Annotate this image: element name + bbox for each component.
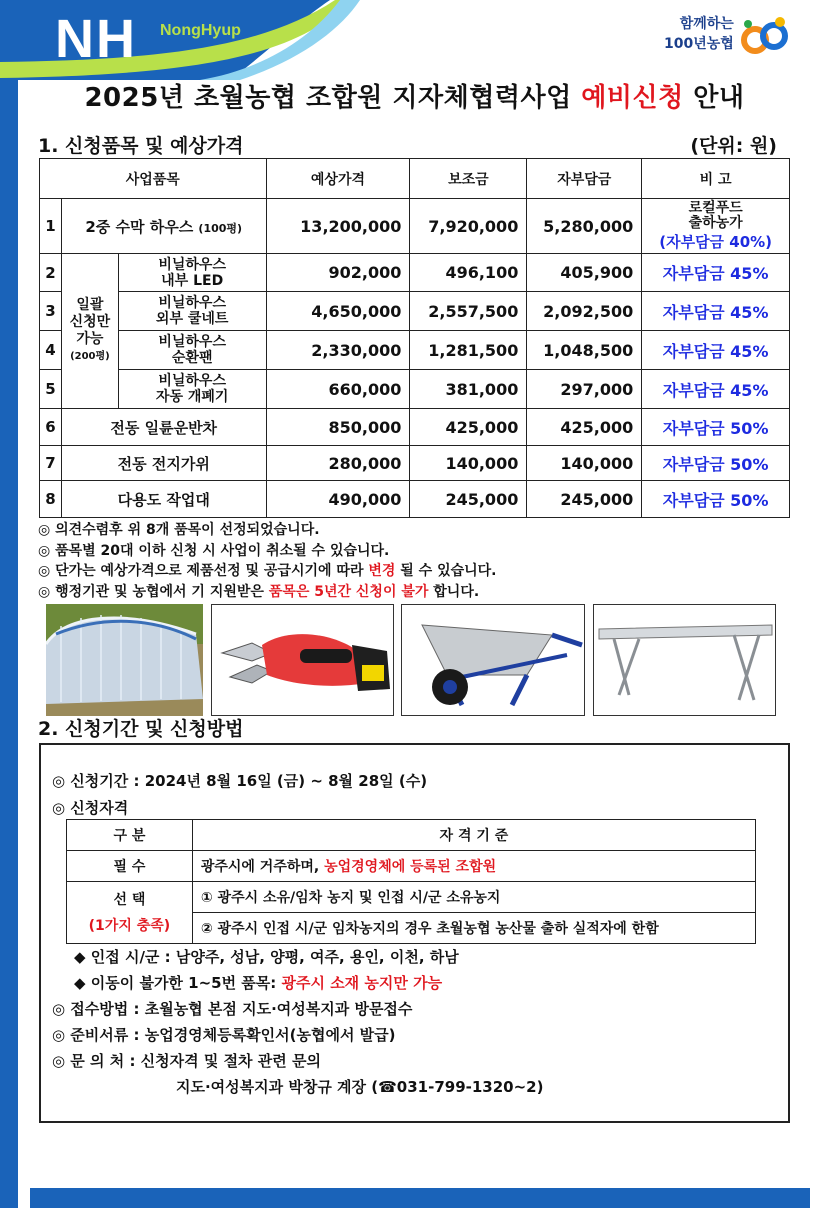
note-2: ◎ 품목별 20대 이하 신청 시 사업이 취소될 수 있습니다. [38,542,390,559]
note-3-red: 변경 [368,563,396,579]
immovable-text: ◆ 이동이 불가한 1~5번 품목: [74,974,282,992]
items-table [39,158,790,518]
immovable-red: 광주시 소재 농지만 가능 [281,974,443,992]
row-self: 245,000 [527,481,642,518]
row-price: 850,000 [266,409,410,446]
item-line2: 내부 LED [161,272,224,289]
anniversary-logo-icon [740,14,790,58]
row-subsidy: 245,000 [410,481,527,518]
col-item: 사업품목 [40,159,267,199]
bottom-strip [30,1188,810,1208]
note-line1: 로컬푸드 [688,199,743,216]
table-row [40,331,790,370]
col-price: 예상가격 [266,159,410,199]
row-self: 2,092,500 [527,292,642,331]
row-subsidy: 140,000 [410,446,527,481]
row-self: 5,280,000 [527,199,642,254]
row-item [61,199,266,254]
note-4-red: 품목은 5년간 신청이 불가 [268,583,429,600]
row-item: 다용도 작업대 [61,481,266,518]
nh-logo: NH [55,9,137,69]
row-price: 902,000 [266,254,410,292]
col-subsidy: 보조금 [410,159,527,199]
row-item: 전동 일륜운반차 [61,409,266,446]
row-price: 660,000 [266,370,410,409]
required-criteria [192,851,755,882]
row-item [118,292,266,331]
row-self: 1,048,500 [527,331,642,370]
pruning-shears-image [212,605,394,716]
row-price: 490,000 [266,481,410,518]
item-line1: 비닐하우스 [158,256,226,273]
row-subsidy: 425,000 [410,409,527,446]
row-price: 280,000 [266,446,410,481]
row-price: 2,330,000 [266,331,410,370]
row-self: 140,000 [527,446,642,481]
wheelbarrow-photo [401,604,585,716]
row-item-sub: (100평) [198,221,243,235]
note-line2: 출하농가 [688,214,743,231]
row-note [642,199,790,254]
choice-2: ② 광주시 인접 시/군 임차농지의 경우 초월농협 농산물 출하 실적자에 한함 [192,913,755,944]
row-no: 7 [40,446,62,481]
left-side-strip [0,80,18,1208]
required-text: 광주시에 거주하며, [200,859,325,875]
item-line2: 순환팬 [171,350,213,366]
group-line2: 신청만 [69,314,111,330]
group-line3: 가능 [76,331,104,347]
qual-header-row [67,820,756,851]
section1-heading: 1. 신청품목 및 예상가격 [38,135,244,157]
item-line1: 비닐하우스 [158,334,226,350]
greenhouse-photo [46,604,203,716]
row-item [118,370,266,409]
row-no: 2 [40,254,62,292]
contact-line1: ◎ 문 의 처 : 신청자격 및 절차 관련 문의 [52,1052,321,1070]
row-no: 8 [40,481,62,518]
row-item [118,331,266,370]
col-self: 자부담금 [527,159,642,199]
title-highlight: 예비신청 [581,83,684,113]
qual-col-criteria: 자 격 기 준 [192,820,755,851]
required-label: 필 수 [67,851,193,882]
row-subsidy: 1,281,500 [410,331,527,370]
row-price: 4,650,000 [266,292,410,331]
row-note: 자부담금 50% [642,481,790,518]
work-table-photo [593,604,776,716]
adjacent-cities: ◆ 인접 시/군 : 남양주, 성남, 양평, 여주, 용인, 이천, 하남 [74,948,459,966]
row-note: 자부담금 45% [642,331,790,370]
nonghyup-wordmark: NongHyup [160,22,241,39]
item-line1: 비닐하우스 [158,373,226,389]
item-line2: 외부 쿨네트 [155,311,229,327]
notes-list [38,520,497,602]
qual-required-row [67,851,756,882]
table-row [40,481,790,518]
required-red: 농업경영체에 등록된 조합원 [324,859,497,875]
row-self: 405,900 [527,254,642,292]
row-subsidy: 381,000 [410,370,527,409]
item-line1: 비닐하우스 [158,295,226,311]
note-4-text: ◎ 행정기관 및 농협에서 기 지원받은 [38,583,269,600]
table-row [40,292,790,331]
title-suffix: 안내 [683,83,745,113]
anniversary-line1: 함께하는 [679,16,734,32]
row-no: 4 [40,331,62,370]
group-line1: 일괄 [76,297,104,313]
row-item: 전동 전지가위 [61,446,266,481]
table-row [40,199,790,254]
choice-label-cell [67,882,193,944]
table-row [40,370,790,409]
row-price: 13,200,000 [266,199,410,254]
unit-label: (단위: 원) [690,135,777,157]
row-no: 5 [40,370,62,409]
row-self: 297,000 [527,370,642,409]
anniversary-line2: 100년농협 [664,36,734,52]
anniversary-text [664,14,734,54]
header-banner [0,0,829,80]
row-note: 자부담금 50% [642,409,790,446]
choice-sub: (1가지 충족) [88,917,171,934]
section2-heading: 2. 신청기간 및 신청방법 [38,718,244,740]
pruning-shears-photo [211,604,394,716]
title-prefix: 2025년 초월농협 조합원 지자체협력사업 [84,83,582,113]
choice-1: ① 광주시 소유/임차 농지 및 인접 시/군 소유농지 [192,882,755,913]
row-note: 자부담금 50% [642,446,790,481]
row-no: 1 [40,199,62,254]
group-cell [61,254,118,409]
note-4 [38,582,497,603]
choice-label: 선 택 [113,891,146,908]
row-note: 자부담금 45% [642,292,790,331]
group-line4: (200평) [70,351,110,362]
greenhouse-image [46,604,203,716]
required-documents: ◎ 준비서류 : 농업경영체등록확인서(농협에서 발급) [52,1026,396,1044]
row-self: 425,000 [527,409,642,446]
qual-choice-row-1 [67,882,756,913]
row-note: 자부담금 45% [642,254,790,292]
item-line2: 자동 개폐기 [155,389,229,405]
contact-line2: 지도·여성복지과 박창규 계장 (☎031-799-1320~2) [176,1078,544,1096]
wheelbarrow-image [402,605,585,716]
receipt-method: ◎ 접수방법 : 초월농협 본점 지도·여성복지과 방문접수 [52,1000,413,1018]
row-subsidy: 2,557,500 [410,292,527,331]
application-period: ◎ 신청기간 : 2024년 8월 16일 (금) ~ 8월 28일 (수) [52,772,428,790]
row-no: 6 [40,409,62,446]
note-3-tail: 될 수 있습니다. [395,563,497,579]
row-no: 3 [40,292,62,331]
row-subsidy: 7,920,000 [410,199,527,254]
table-row [40,446,790,481]
col-note: 비 고 [642,159,790,199]
work-table-image [594,605,776,716]
row-item-text: 2중 수막 하우스 [85,217,194,236]
qualification-table [66,819,756,944]
page-title [0,77,829,114]
table-row [40,409,790,446]
note-1: ◎ 의견수렴후 위 8개 품목이 선정되었습니다. [38,522,320,538]
qual-col-category: 구 분 [67,820,193,851]
note-3-text: ◎ 단가는 예상가격으로 제품선정 및 공급시기에 따라 [38,563,369,579]
row-item [118,254,266,292]
note-4-tail: 합니다. [428,583,480,600]
table-row [40,254,790,292]
qualification-heading: ◎ 신청자격 [52,799,129,817]
table-header-row [40,159,790,199]
note-3 [38,561,497,582]
row-note: 자부담금 45% [642,370,790,409]
note-line3: (자부담금 40%) [659,232,773,251]
immovable-items [74,972,442,993]
row-subsidy: 496,100 [410,254,527,292]
